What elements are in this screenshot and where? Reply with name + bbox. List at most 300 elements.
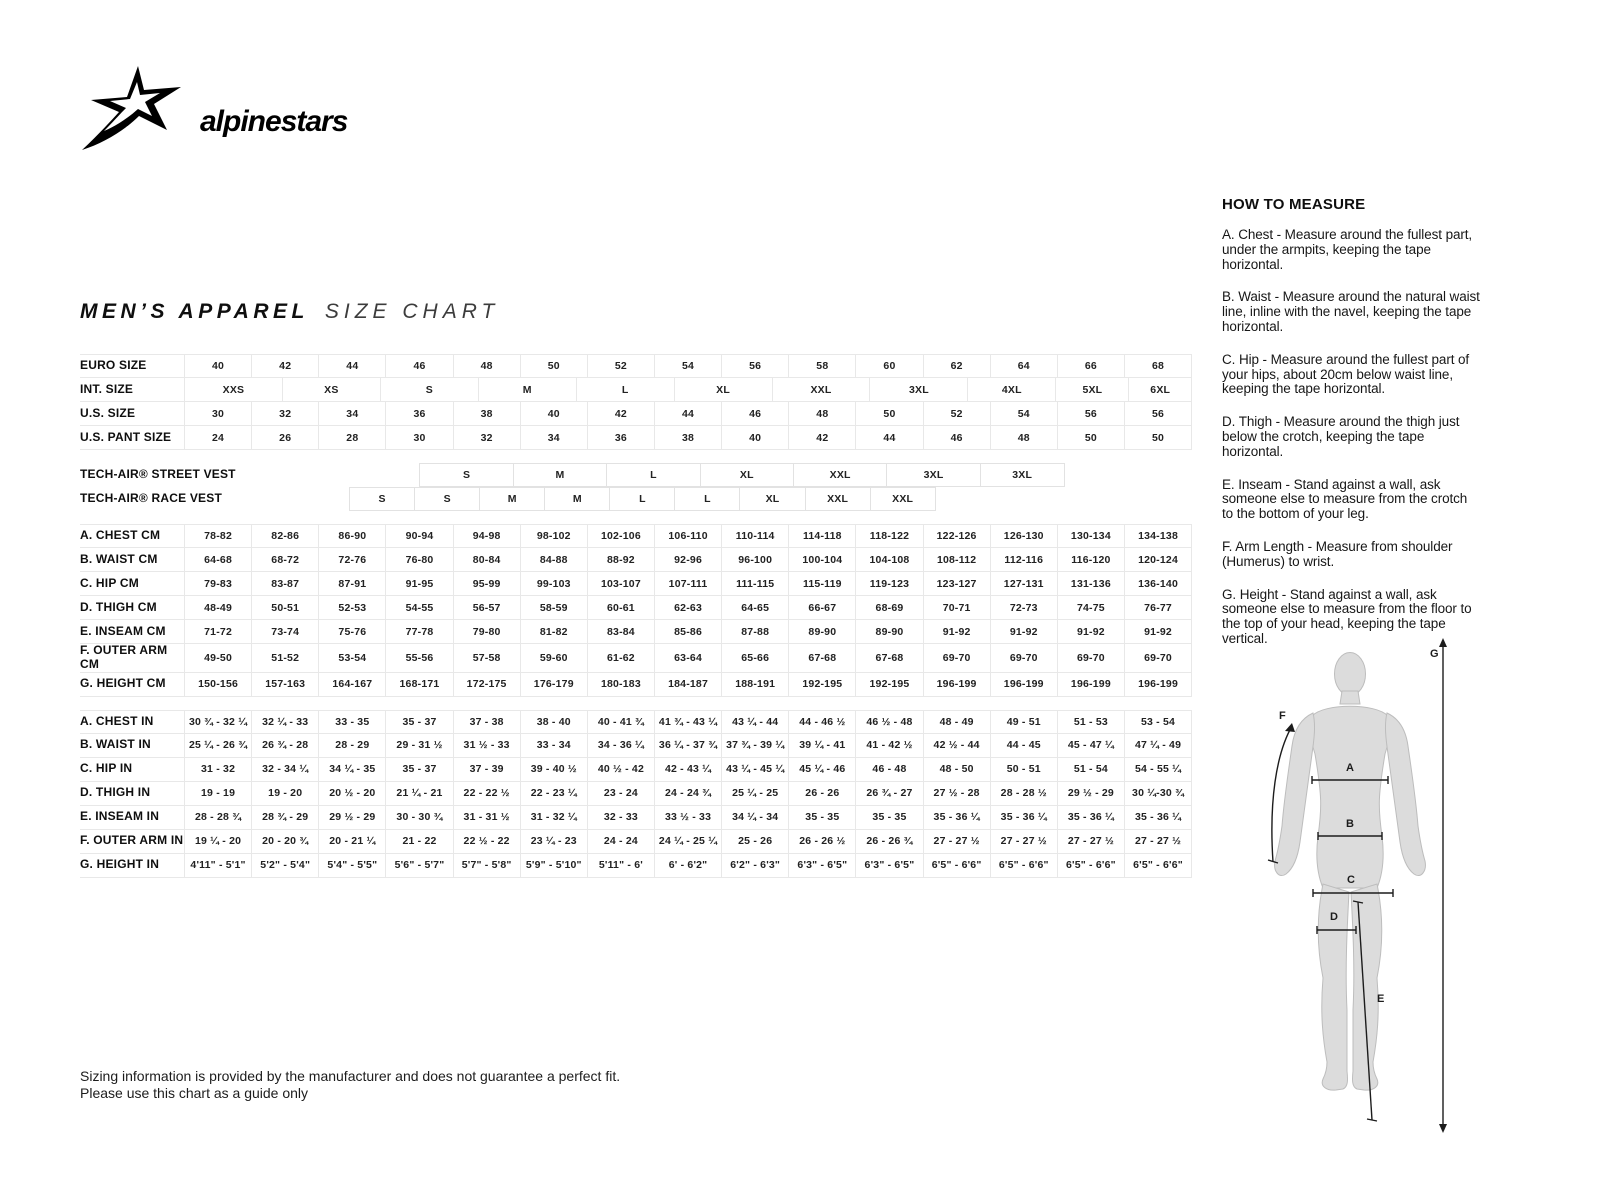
cell: 46 ½ - 48 [855,711,922,733]
row-cells [184,525,1192,547]
cell: 62-63 [654,596,721,619]
cell: XXL [772,378,870,401]
row-label: E. INSEAM IN [80,809,160,824]
cell: 87-91 [318,572,385,595]
cell: 131-136 [1057,572,1124,595]
cell: 123-127 [923,572,990,595]
cell: 58-59 [520,596,587,619]
how-to-measure-heading: HOW TO MEASURE [1222,196,1366,213]
row-label: C. HIP CM [80,575,139,590]
cell: 19 - 20 [251,782,318,805]
cell: 27 - 27 ½ [1124,830,1192,853]
cell: 115-119 [788,572,855,595]
row-label: E. INSEAM CM [80,623,166,638]
cell: 110-114 [721,525,788,547]
row-cells [184,711,1192,733]
cell: 136-140 [1124,572,1192,595]
cell: 88-92 [587,548,654,571]
cell: 30 ¼-30 ¾ [1124,782,1192,805]
table-row-u-s-size [80,402,1192,426]
row-label: A. CHEST IN [80,713,154,728]
row-cells [236,463,1192,487]
table-row-g-height-cm [80,673,1192,697]
cell: 27 - 27 ½ [923,830,990,853]
cell: 37 ¾ - 39 ¼ [721,734,788,757]
cell: 196-199 [1124,673,1192,696]
cell: 75-76 [318,620,385,643]
body-silhouette [1275,653,1426,1091]
cell: 28 - 28 ½ [990,782,1057,805]
cell: 5'6" - 5'7" [385,854,452,877]
cell: 95-99 [453,572,520,595]
cell: L [576,378,674,401]
cell: 87-88 [721,620,788,643]
cell: 27 - 27 ½ [990,830,1057,853]
row-label: G. HEIGHT CM [80,676,166,691]
cell: 91-95 [385,572,452,595]
cell: XS [282,378,380,401]
cell: 48 - 50 [923,758,990,781]
cell: 67-68 [855,644,922,672]
body-figure-svg [1246,630,1458,1135]
cell: 180-183 [587,673,654,696]
row-label: D. THIGH IN [80,785,151,800]
cell: 22 - 22 ½ [453,782,520,805]
cell: 82-86 [251,525,318,547]
cell: 33 - 34 [520,734,587,757]
cell: 42 - 43 ¼ [654,758,721,781]
cell: 48 - 49 [923,711,990,733]
cell: 57-58 [453,644,520,672]
cell: 60 [855,355,922,377]
table-row-a-chest-cm [80,524,1192,548]
table-row-tech-air-street-vest [80,463,1192,487]
table-row-g-height-in [80,854,1192,878]
cell: 54 [654,355,721,377]
measure-label-height: G [1430,648,1439,660]
table-row-e-inseam-in [80,806,1192,830]
cell: 134-138 [1124,525,1192,547]
cell: 81-82 [520,620,587,643]
cell: 63-64 [654,644,721,672]
cell: 34 [520,426,587,449]
cell: 176-179 [520,673,587,696]
cell: 32 ¼ - 33 [251,711,318,733]
cell: 40 [184,355,251,377]
cell: XL [739,487,805,511]
cell: 98-102 [520,525,587,547]
cell: 53-54 [318,644,385,672]
cell: 114-118 [788,525,855,547]
table-row-e-inseam-cm [80,620,1192,644]
cell: 108-112 [923,548,990,571]
cell: 172-175 [453,673,520,696]
cell: 96-100 [721,548,788,571]
cell: XXL [805,487,871,511]
cell: 20 ½ - 20 [318,782,385,805]
cell: 50 [855,402,922,425]
cell: 94-98 [453,525,520,547]
cell: 45 ¼ - 46 [788,758,855,781]
row-cells [222,487,1192,511]
cell: 58 [788,355,855,377]
cell: 42 [251,355,318,377]
cell: XL [700,463,794,487]
cell [236,463,328,487]
cell: 79-83 [184,572,251,595]
cell: 48 [788,402,855,425]
cell: 192-195 [788,673,855,696]
table-row-int-size [80,378,1192,402]
cell: 99-103 [520,572,587,595]
alpinestars-logo [78,64,347,152]
cell: M [544,487,610,511]
cell: 35 - 36 ¼ [1124,806,1192,829]
cell: 76-80 [385,548,452,571]
table-row-euro-size [80,354,1192,378]
measure-label-chest: A [1346,762,1354,774]
cell: 192-195 [855,673,922,696]
cell: 6'3" - 6'5" [788,854,855,877]
row-cells [184,620,1192,643]
how-to-measure-panel [1222,196,1480,665]
cell: 3XL [886,463,980,487]
cell: 32 [251,402,318,425]
row-label: U.S. PANT SIZE [80,429,172,444]
measure-instructions [1222,228,1480,647]
cell: 104-108 [855,548,922,571]
cell: 64 [990,355,1057,377]
cell: 100-104 [788,548,855,571]
row-cells [184,854,1192,877]
cell: 20 - 21 ¼ [318,830,385,853]
cell: 33 ½ - 33 [654,806,721,829]
cell: 64-68 [184,548,251,571]
measure-instruction: C. Hip - Measure around the fullest part of your hips, about 20cm below waist line, keeping the tape horizontal. [1222,351,1470,397]
cell: 60-61 [587,596,654,619]
cell: 28 ¾ - 29 [251,806,318,829]
cell: 85-86 [654,620,721,643]
cell: 69-70 [1124,644,1192,672]
cell: 46 [923,426,990,449]
cell: 89-90 [788,620,855,643]
cell: 55-56 [385,644,452,672]
cell: 106-110 [654,525,721,547]
cell: 119-123 [855,572,922,595]
cell: XXS [184,378,282,401]
cell: 27 ½ - 28 [923,782,990,805]
cell: 5'2" - 5'4" [251,854,318,877]
table-row-f-outer-arm-in [80,830,1192,854]
cell: S [414,487,480,511]
cell: 34 [318,402,385,425]
cell: 35 - 36 ¼ [923,806,990,829]
measure-instruction: D. Thigh - Measure around the thigh just below the crotch, keeping the tape horizontal. [1222,414,1460,459]
cell: 6'5" - 6'6" [990,854,1057,877]
cell: 77-78 [385,620,452,643]
cell: 5'7" - 5'8" [453,854,520,877]
cell: 92-96 [654,548,721,571]
row-cells [184,572,1192,595]
cell: 91-92 [1057,620,1124,643]
cell: 102-106 [587,525,654,547]
cell: 42 [788,426,855,449]
cell: 130-134 [1057,525,1124,547]
cell: 26 - 26 ¾ [855,830,922,853]
cell: 26 - 26 ½ [788,830,855,853]
cell: 44 [654,402,721,425]
cell [1133,463,1192,487]
cell: 41 ¾ - 43 ¼ [654,711,721,733]
cell: 49 - 51 [990,711,1057,733]
cell: 83-87 [251,572,318,595]
cell: 30 [184,402,251,425]
cell: 64-65 [721,596,788,619]
cell: 118-122 [855,525,922,547]
cell: 21 - 22 [385,830,452,853]
disclaimer [80,1068,620,1101]
cell: 42 [587,402,654,425]
cell: 49-50 [184,644,251,672]
cell: 44 - 45 [990,734,1057,757]
cell: 51-52 [251,644,318,672]
body-measurement-figure [1246,630,1458,1140]
cell: 31 - 32 ¼ [520,806,587,829]
row-cells [184,402,1192,425]
cell: 6' - 6'2" [654,854,721,877]
row-label: G. HEIGHT IN [80,857,160,872]
cell: 39 - 40 ½ [520,758,587,781]
cell: 71-72 [184,620,251,643]
row-label: B. WAIST IN [80,737,151,752]
row-cells [184,378,1192,401]
cell: 6XL [1128,378,1192,401]
table-section-inches [80,710,1192,878]
logo-wordmark: alpinestars [200,105,348,138]
table-row-d-thigh-in [80,782,1192,806]
cell [1065,463,1134,487]
cell: 35 - 36 ¼ [990,806,1057,829]
cell: 91-92 [923,620,990,643]
cell: 29 ½ - 29 [318,806,385,829]
cell: 35 - 36 ¼ [1057,806,1124,829]
row-label: A. CHEST CM [80,528,161,543]
cell: 54 - 55 ¼ [1124,758,1192,781]
cell: 56 [1057,402,1124,425]
cell: XXL [870,487,936,511]
cell: 22 - 23 ¼ [520,782,587,805]
row-cells [184,644,1192,672]
cell: 50 [1124,426,1192,449]
cell: 31 ½ - 33 [453,734,520,757]
cell: 40 [520,402,587,425]
alpinestars-star-icon [78,64,196,152]
cell: 80-84 [453,548,520,571]
cell: 6'3" - 6'5" [855,854,922,877]
cell: 72-73 [990,596,1057,619]
cell: 39 ¼ - 41 [788,734,855,757]
cell: 196-199 [1057,673,1124,696]
cell: 150-156 [184,673,251,696]
table-section-cm [80,524,1192,697]
table-row-u-s-pant-size [80,426,1192,450]
cell: L [606,463,700,487]
row-label: TECH-AIR® STREET VEST [80,467,236,482]
cell: 43 ¼ - 44 [721,711,788,733]
cell: 22 ½ - 22 [453,830,520,853]
row-cells [184,830,1192,853]
cell: 40 ½ - 42 [587,758,654,781]
cell: 50 [520,355,587,377]
cell [1000,487,1064,511]
cell [1128,487,1192,511]
cell [1064,487,1128,511]
cell: 38 - 40 [520,711,587,733]
cell: 126-130 [990,525,1057,547]
row-label: EURO SIZE [80,358,147,373]
cell: 56 [1124,402,1192,425]
cell: 53 - 54 [1124,711,1192,733]
row-label: INT. SIZE [80,381,134,396]
cell: 35 - 35 [855,806,922,829]
cell: 127-131 [990,572,1057,595]
cell: 3XL [869,378,967,401]
row-cells [184,548,1192,571]
cell: 50-51 [251,596,318,619]
cell: 52 [587,355,654,377]
cell: 31 - 32 [184,758,251,781]
cell: 78-82 [184,525,251,547]
row-label: TECH-AIR® RACE VEST [80,491,222,506]
cell: 5'9" - 5'10" [520,854,587,877]
cell: XXL [793,463,887,487]
cell: 68 [1124,355,1192,377]
cell: 6'5" - 6'6" [923,854,990,877]
cell: 67-68 [788,644,855,672]
measure-instruction: E. Inseam - Stand against a wall, ask someone else to measure from the crotch to the bottom of your leg. [1222,476,1468,522]
cell: 35 - 37 [385,711,452,733]
cell: 122-126 [923,525,990,547]
cell: 32 [453,426,520,449]
table-row-f-outer-arm-cm [80,644,1192,673]
cell: 76-77 [1124,596,1192,619]
cell [936,487,1000,511]
cell: 50 - 51 [990,758,1057,781]
row-cells [184,782,1192,805]
cell: 4XL [967,378,1055,401]
table-section-sizes [80,354,1192,450]
cell: 61-62 [587,644,654,672]
cell: S [349,487,415,511]
measure-instruction: A. Chest - Measure around the fullest part, under the armpits, keeping the tape horizontal. [1222,227,1473,272]
cell: 68-69 [855,596,922,619]
cell: 33 - 35 [318,711,385,733]
cell: 20 - 20 ¾ [251,830,318,853]
cell: 46 [721,402,788,425]
cell: 34 - 36 ¼ [587,734,654,757]
cell: 26 [251,426,318,449]
cell: M [479,487,545,511]
page-title-main: MEN’S APPAREL [80,300,309,323]
table-row-a-chest-in [80,710,1192,734]
row-label: F. OUTER ARM CM [80,643,168,671]
cell: 196-199 [990,673,1057,696]
cell: 72-76 [318,548,385,571]
cell: 90-94 [385,525,452,547]
cell: 83-84 [587,620,654,643]
cell: 47 ¼ - 49 [1124,734,1192,757]
cell: 30 - 30 ¾ [385,806,452,829]
cell: 56 [721,355,788,377]
cell: 38 [453,402,520,425]
cell: 24 - 24 ¾ [654,782,721,805]
cell: S [380,378,478,401]
cell: 188-191 [721,673,788,696]
cell: 35 - 37 [385,758,452,781]
cell [286,487,350,511]
cell: 26 ¾ - 28 [251,734,318,757]
page-title [80,300,499,324]
cell: 51 - 53 [1057,711,1124,733]
table-row-d-thigh-cm [80,596,1192,620]
cell: 46 [385,355,452,377]
row-cells [184,758,1192,781]
cell: 42 ½ - 44 [923,734,990,757]
cell [222,487,286,511]
cell: 28 - 28 ¾ [184,806,251,829]
cell: 44 [318,355,385,377]
cell: 21 ¼ - 21 [385,782,452,805]
cell: 28 [318,426,385,449]
table-row-b-waist-cm [80,548,1192,572]
cell: 26 - 26 [788,782,855,805]
row-label: D. THIGH CM [80,599,157,614]
cell: 56-57 [453,596,520,619]
cell: 5'4" - 5'5" [318,854,385,877]
cell: 52-53 [318,596,385,619]
cell: 66-67 [788,596,855,619]
measure-label-arm: F [1279,710,1286,722]
row-label: C. HIP IN [80,761,133,776]
row-cells [184,806,1192,829]
row-cells [184,355,1192,377]
cell: 65-66 [721,644,788,672]
cell: 5'11" - 6' [587,854,654,877]
cell: 6'5" - 6'6" [1124,854,1192,877]
cell: 43 ¼ - 45 ¼ [721,758,788,781]
cell: 196-199 [923,673,990,696]
cell: 157-163 [251,673,318,696]
cell: 19 - 19 [184,782,251,805]
cell: 48 [990,426,1057,449]
cell: 29 - 31 ½ [385,734,452,757]
cell: 69-70 [990,644,1057,672]
cell: 28 - 29 [318,734,385,757]
cell: 3XL [980,463,1065,487]
cell: 34 ¼ - 34 [721,806,788,829]
cell: 34 ¼ - 35 [318,758,385,781]
cell: 26 ¾ - 27 [855,782,922,805]
cell: L [674,487,740,511]
cell: 37 - 38 [453,711,520,733]
disclaimer-line-1: Sizing information is provided by the manufacturer and does not guarantee a perfect fit. [80,1068,621,1084]
cell: 84-88 [520,548,587,571]
measure-label-thigh: D [1330,911,1338,923]
row-cells [184,596,1192,619]
cell: 54-55 [385,596,452,619]
cell: 107-111 [654,572,721,595]
cell: 91-92 [1124,620,1192,643]
